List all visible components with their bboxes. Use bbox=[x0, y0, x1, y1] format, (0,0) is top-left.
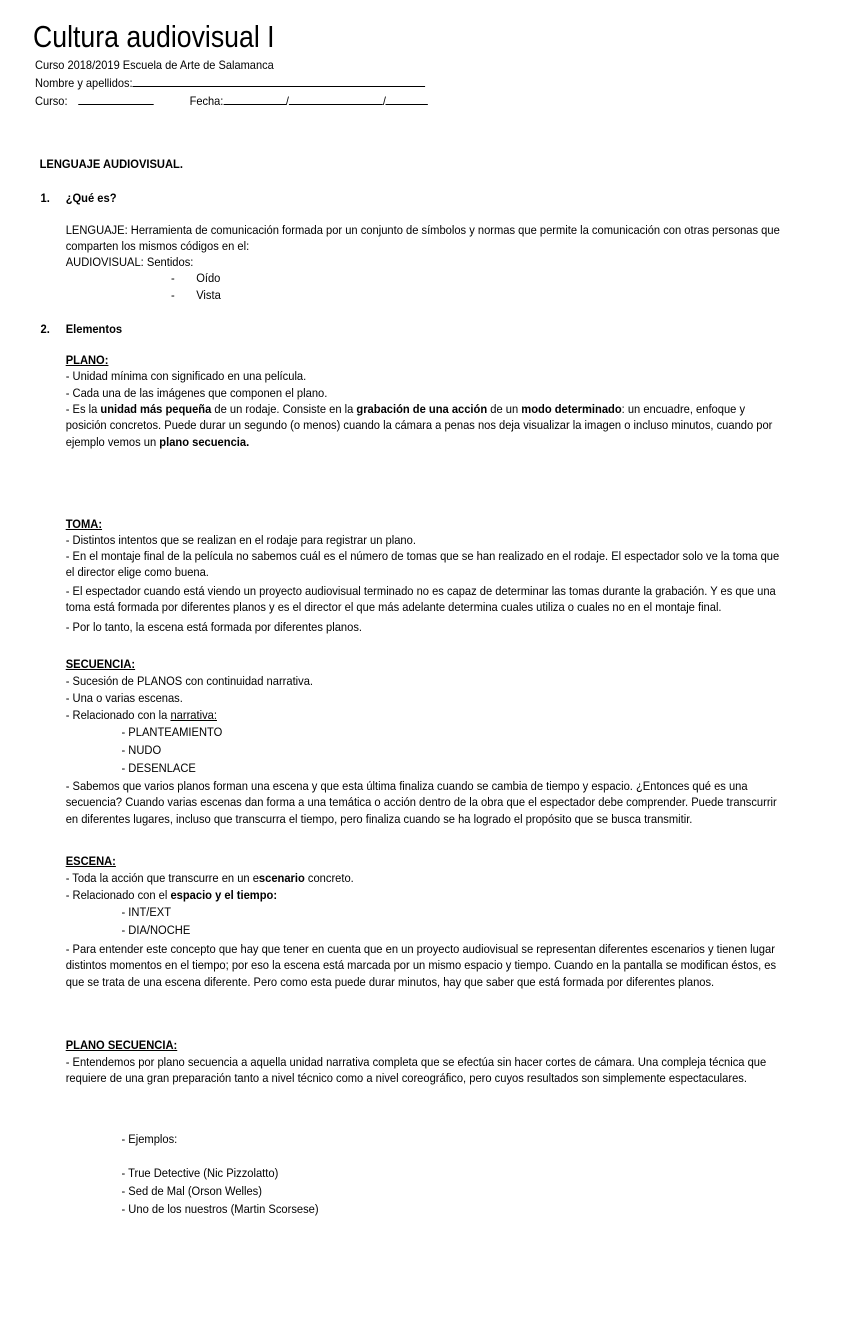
text-run: - Relacionado con el bbox=[65, 888, 171, 902]
emphasis: grabación de una acción bbox=[356, 402, 488, 416]
section-1-number: 1. bbox=[40, 191, 50, 205]
text-run: - Es la bbox=[65, 402, 101, 416]
escena-line-1 bbox=[66, 870, 354, 886]
text-run: - Toda la acción que transcurre en un e bbox=[65, 871, 259, 885]
emphasis: plano secuencia. bbox=[159, 434, 250, 449]
plano-heading: PLANO: bbox=[65, 353, 109, 367]
sense-oido: Oído bbox=[196, 271, 221, 285]
escena-item-int-ext: - INT/EXT bbox=[121, 905, 172, 919]
emphasis: espacio y el tiempo: bbox=[170, 888, 278, 902]
secuencia-item-nudo: - NUDO bbox=[121, 743, 162, 757]
list-dash: - bbox=[171, 271, 175, 285]
text-run: - Relacionado con la bbox=[65, 708, 171, 722]
date-slash: / bbox=[382, 94, 386, 108]
emphasis: scenario bbox=[258, 871, 305, 885]
toma-line-4: - Por lo tanto, la escena está formada por diferentes planos. bbox=[65, 620, 363, 634]
lenguaje-definition: LENGUAJE: Herramienta de comunicación formada por un conjunto de símbolos y normas que permite la comunicación con otras personas que comparten los mismos códigos en el: bbox=[65, 223, 780, 254]
plano-line-1: - Unidad mínima con significado en una película. bbox=[65, 369, 307, 383]
ejemplo-true-detective: - True Detective (Nic Pizzolatto) bbox=[121, 1166, 279, 1180]
main-heading: LENGUAJE AUDIOVISUAL. bbox=[39, 157, 183, 171]
secuencia-line-1: - Sucesión de PLANOS con continuidad narrativa. bbox=[65, 674, 314, 688]
secuencia-item-planteamiento: - PLANTEAMIENTO bbox=[121, 725, 223, 739]
ejemplo-uno-de-los-nuestros: - Uno de los nuestros (Martin Scorsese) bbox=[121, 1202, 319, 1216]
fecha-label: Fecha: bbox=[189, 94, 224, 108]
section-1-title: ¿Qué es? bbox=[65, 191, 117, 205]
toma-heading: TOMA: bbox=[65, 517, 103, 531]
escena-line-2 bbox=[66, 887, 277, 903]
escena-heading: ESCENA: bbox=[65, 854, 116, 868]
text-run: de un rodaje. Consiste en la bbox=[211, 402, 357, 416]
list-dash: - bbox=[171, 288, 175, 302]
section-2-title: Elementos bbox=[65, 322, 123, 336]
plano-secuencia-heading: PLANO SECUENCIA: bbox=[65, 1038, 178, 1052]
plano-secuencia-paragraph: - Entendemos por plano secuencia a aquella unidad narrativa completa que se efectúa sin hacer cortes de cámara. Una compleja técnica que requiere de una gran preparación tanto a nivel técnico como a nivel coreográfico, pero cuyos resultados son simplemente espectaculares. bbox=[65, 1055, 767, 1086]
plano-paragraph bbox=[66, 401, 786, 450]
date-slash: / bbox=[285, 94, 289, 108]
plano-line-2: - Cada una de las imágenes que componen el plano. bbox=[65, 386, 328, 400]
secuencia-line-3 bbox=[66, 707, 217, 723]
audiovisual-definition: AUDIOVISUAL: Sentidos: bbox=[65, 255, 194, 269]
escena-paragraph: - Para entender este concepto que hay que tener en cuenta que en un proyecto audiovisual se representan diferentes escenarios y tienen lugar distintos momentos en el tiempo; por eso la escena está marcada por un mismo espacio y tiempo. Cuando en la pantalla se modifican éstos, es que se trata de una escena diferente. Pero como esta puede durar minutos, hay que saber que está formada por diferentes planos. bbox=[65, 942, 777, 989]
ejemplo-sed-de-mal: - Sed de Mal (Orson Welles) bbox=[121, 1184, 262, 1198]
escena-item-dia-noche: - DIA/NOCHE bbox=[121, 923, 191, 937]
toma-line-1: - Distintos intentos que se realizan en el rodaje para registrar un plano. bbox=[65, 533, 416, 547]
text-run: concreto. bbox=[304, 871, 354, 885]
secuencia-paragraph: - Sabemos que varios planos forman una escena y que esta última finaliza cuando se cambia de tiempo y espacio. ¿Entonces qué es una secuencia? Cuando varias escenas dan forma a una temática o acción dentro de la obra que el espectador debe comprender. Puede transcurrir en diferentes lugares, incluso que transcurra el tiempo, pero finaliza cuando se ha logrado el propósito que se busca transmitir. bbox=[65, 779, 777, 826]
emphasis: unidad más pequeña bbox=[100, 402, 212, 416]
section-2-number: 2. bbox=[40, 322, 50, 336]
secuencia-line-2: - Una o varias escenas. bbox=[65, 691, 183, 705]
toma-line-2: - En el montaje final de la película no sabemos cuál es el número de tomas que se han realizado en el rodaje. El espectador solo ve la toma que el director elige como buena. bbox=[65, 549, 780, 580]
curso-label: Curso: bbox=[35, 94, 68, 108]
underlined-term: narrativa: bbox=[170, 708, 217, 722]
course-line: Curso 2018/2019 Escuela de Arte de Salamanca bbox=[35, 58, 274, 72]
text-run: : un encuadre, enfoque y posición concretos. Puede durar un segundo (o menos) cuando la cámara a penas nos deja visualizar la imagen o incluso minutos, cuando por ejemplo vemos un bbox=[65, 402, 773, 449]
sense-vista: Vista bbox=[196, 288, 221, 302]
secuencia-item-desenlace: - DESENLACE bbox=[121, 761, 196, 775]
document-title: Cultura audiovisual I bbox=[33, 19, 275, 54]
name-label: Nombre y apellidos: bbox=[35, 76, 133, 90]
toma-line-3: - El espectador cuando está viendo un proyecto audiovisual terminado no es capaz de determinar las tomas durante la grabación. Y es que una toma está formada por diferentes planos y es el director el que más adelante determina cuales utiliza o cuales no en el montaje final. bbox=[65, 584, 776, 615]
secuencia-heading: SECUENCIA: bbox=[65, 657, 136, 671]
ejemplos-label: - Ejemplos: bbox=[121, 1132, 178, 1146]
emphasis: modo determinado bbox=[521, 402, 622, 416]
text-run: de un bbox=[487, 402, 522, 416]
